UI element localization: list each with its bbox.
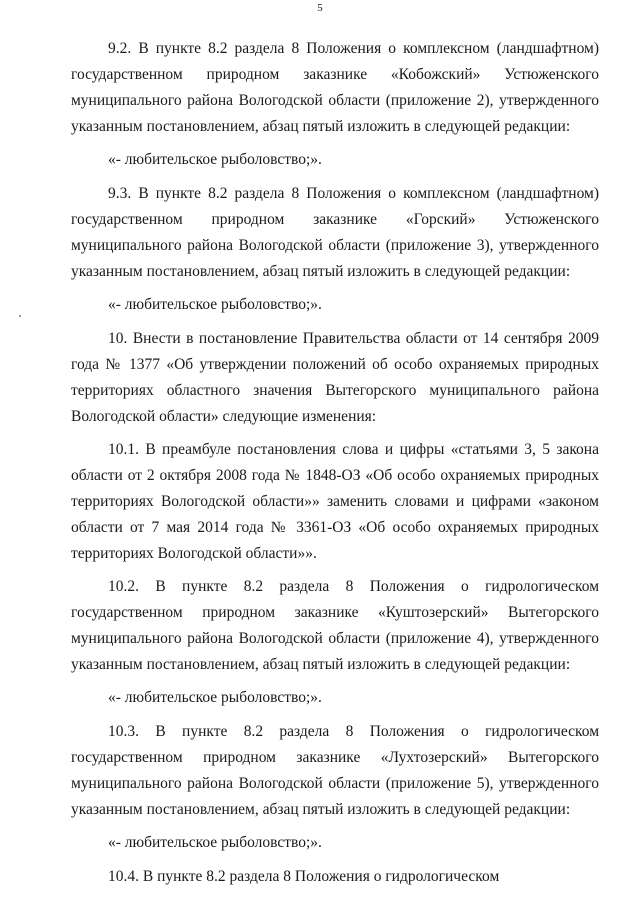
paragraph-10: 10. Внести в постановление Правительства области от 14 сентября 2009 года № 1377 «Об утверждении положений об особо охраняемых природных территориях областного значения Вытегорского муниципального района Вологодской области» следующие изменения:	[71, 330, 599, 425]
paragraph-9-2: 9.2. В пункте 8.2 раздела 8 Положения о комплексном (ландшафтном) государственном природном заказнике «Кобожский» Устюженского муниципального района Вологодской области (приложение 2), утвержденного указанным постановлением, абзац пятый изложить в следующей редакции:	[71, 40, 599, 135]
quote-amendment: «- любительское рыболовство;».	[108, 296, 322, 313]
paragraph-10-2: 10.2. В пункте 8.2 раздела 8 Положения о гидрологическом государственном природном заказнике «Куштозерский» Вытегорского муниципального района Вологодской области (приложение 4), утвержденного указанным постановлением, абзац пятый изложить в следующей редакции:	[71, 578, 599, 673]
document-body	[71, 36, 599, 897]
quote-amendment: «- любительское рыболовство;».	[108, 834, 322, 851]
quote-amendment: «- любительское рыболовство;».	[108, 689, 322, 706]
paragraph-10-1: 10.1. В преамбуле постановления слова и цифры «статьями 3, 5 закона области от 2 октября 2008 года № 1848-ОЗ «Об особо охраняемых природных территориях Вологодской области»» заменить словами и цифрами «законом области от 7 мая 2014 года № 3361-ОЗ «Об особо охраняемых природных территориях Вологодской области»».	[71, 441, 599, 562]
paragraph-10-3: 10.3. В пункте 8.2 раздела 8 Положения о гидрологическом государственном природном заказнике «Лухтозерский» Вытегорского муниципального района Вологодской области (приложение 5), утвержденного указанным постановлением, абзац пятый изложить в следующей редакции:	[71, 723, 599, 818]
scan-speck	[19, 315, 21, 317]
paragraph-10-4: 10.4. В пункте 8.2 раздела 8 Положения о гидрологическом	[108, 868, 500, 885]
paragraph-9-3: 9.3. В пункте 8.2 раздела 8 Положения о комплексном (ландшафтном) государственном природном заказнике «Горский» Устюженского муниципального района Вологодской области (приложение 3), утвержденного указанным постановлением, абзац пятый изложить в следующей редакции:	[71, 185, 599, 280]
page-number: 5	[317, 2, 323, 14]
quote-amendment: «- любительское рыболовство;».	[108, 151, 322, 168]
